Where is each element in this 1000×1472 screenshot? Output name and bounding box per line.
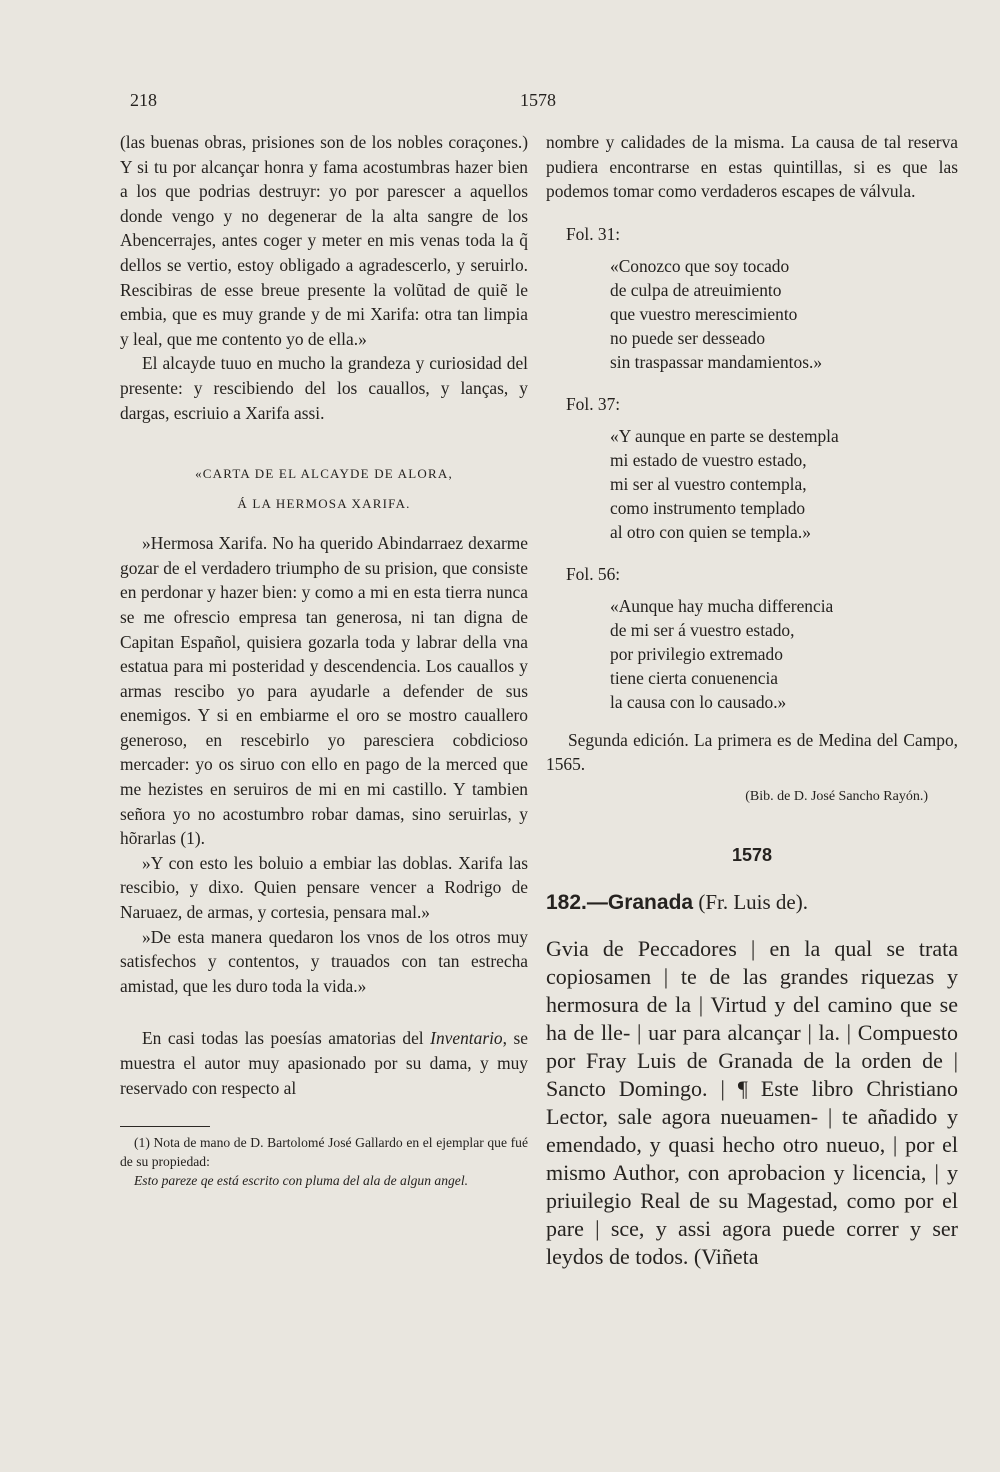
- entry-number: 182.—Granada: [546, 890, 694, 914]
- verse-line: mi estado de vuestro estado,: [610, 449, 807, 470]
- right-column: [546, 130, 958, 1271]
- page-number: 218: [130, 90, 157, 110]
- fol-label-37: Fol. 37:: [566, 393, 621, 414]
- source-citation: (Bib. de D. José Sancho Rayón.): [745, 788, 928, 804]
- fol-label-31: Fol. 31:: [566, 223, 621, 244]
- verse-line: «Conozco que soy tocado: [610, 255, 790, 276]
- verse-line: al otro con quien se templa.»: [610, 521, 811, 542]
- verse-line: «Y aunque en parte se destempla: [610, 425, 839, 446]
- year-heading: 1578: [731, 844, 773, 865]
- left-paragraph-6: [120, 1026, 528, 1100]
- verse-line: no puede ser desseado: [610, 327, 766, 348]
- letter-title-line-2: Á LA HERMOSA XARIFA.: [237, 496, 411, 512]
- entry-author: (Fr. Luis de).: [693, 889, 808, 914]
- entry-body: Gvia de Peccadores | en la qual se trata copiosamen | te de las grandes riquezas y hermosura de la | Virtud y del camino que se ha de lle- | uar para alcançar | la. | Compuesto por Fray Luis de Granada de la orden de | Sancto Domingo. | ¶ Este libro Christiano Lector, sale agora nueuamen- | te añadido y emendado, y quasi hecho otro nueuo, | por el mismo Author, con aprobacion y licencia, | y priuilegio Real de su Magestad, como por el pare | sce, y assi agora puede correr y ser leydos de todos. (Viñeta: [546, 935, 958, 1269]
- left-paragraph-2: El alcayde tuuo en mucho la grandeza y curiosidad del presente: y rescibiendo del los cauallos, y lanças, y dargas, escriuio a Xarifa assi.: [120, 353, 528, 423]
- verse-line: por privilegio extremado: [610, 643, 783, 664]
- letter-title: [120, 459, 528, 519]
- left-paragraph-4: »Y con esto les boluio a embiar las doblas. Xarifa las rescibio, y dixo. Quien pensare vencer a Rodrigo de Naruaez, de armas, y cortesia, pensara mal.»: [120, 852, 528, 923]
- p6-text-before: En casi todas las poesías amatorias del: [142, 1028, 431, 1049]
- edition-note: Segunda edición. La primera es de Medina del Campo, 1565.: [546, 729, 958, 775]
- verse-line: de culpa de atreuimiento: [610, 279, 782, 300]
- left-paragraph-1: (las buenas obras, prisiones son de los nobles coraçones.) Y si tu por alcançar honra y fama acostumbras hazer bien a los que podrias destruyr: yo por parescer a aquellos donde vengo y no degenerar de la alta sangre de los Abencerrajes, antes coger y meter en mis venas toda la q̃ dellos se vertio, estoy obligado a agradescerlo, y seruirlo. Rescibiras de esse breue presente la volũtad de quiẽ le embia, que es muy grande y de mi Xarifa: otra tan limpia y leal, que me contento yo de ella.»: [120, 132, 528, 349]
- left-column: [120, 130, 528, 1190]
- p6-italic-title: Inventario: [430, 1028, 503, 1049]
- footnote-2: Esto pareze qe está escrito con pluma del ala de algun angel.: [134, 1173, 468, 1189]
- verse-line: de mi ser á vuestro estado,: [610, 619, 795, 640]
- verse-2: [610, 424, 958, 544]
- verse-line: mi ser al vuestro contempla,: [610, 473, 807, 494]
- right-paragraph-1: nombre y calidades de la misma. La causa de tal reserva pudiera encontrarse en estas quintillas, si es que las podemos tomar como verdaderos escapes de válvula.: [546, 132, 958, 202]
- running-header-year: 1578: [520, 90, 556, 110]
- p6-text-after: , se muestra el autor muy apasionado por su dama, y muy reservado con respecto al: [120, 1028, 528, 1098]
- footnote-divider: [120, 1126, 210, 1127]
- verse-line: «Aunque hay mucha differencia: [610, 595, 834, 616]
- left-paragraph-3: »Hermosa Xarifa. No ha querido Abindarraez dexarme gozar de el verdadero triumpho de su prision, que consiste en perdonar y hazer bien: y como a mi en esta tierra nunca se me ofrescio empresa tan generosa, ni tan digna de Capitan Español, quisiera gozarla toda y labrar della vna estatua para mi posteridad y descendencia. Los cauallos y armas rescibo yo para ayudarle a defender de sus enemigos. Y si en embiarme el oro se mostro cauallero generoso, en rescebirlo yo paresciera cobdicioso mercader: yo os siruo con ello en pago de la merced que me hezistes en seruiros de mi en mi castillo. Y tambien señora yo no acostumbro robar damas, sino seruirlas, y hõrarlas (1).: [120, 533, 528, 849]
- verse-line: como instrumento templado: [610, 497, 806, 518]
- verse-line: la causa con lo causado.»: [610, 691, 787, 712]
- letter-title-line-1: «CARTA DE EL ALCAYDE DE ALORA,: [195, 466, 453, 482]
- verse-line: tiene cierta conuenencia: [610, 667, 779, 688]
- footnote-1: (1) Nota de mano de D. Bartolomé José Gallardo en el ejemplar que fué de su propiedad:: [120, 1135, 528, 1170]
- verse-3: [610, 594, 958, 714]
- entry-heading: [546, 888, 958, 917]
- verse-1: [610, 254, 958, 374]
- fol-label-56: Fol. 56:: [566, 563, 621, 584]
- left-paragraph-5: »De esta manera quedaron los vnos de los otros muy satisfechos y contentos, y trauados con tan estrecha amistad, que les duro toda la vida.»: [120, 926, 528, 996]
- verse-line: sin traspassar mandamientos.»: [610, 351, 823, 372]
- verse-line: que vuestro merescimiento: [610, 303, 798, 324]
